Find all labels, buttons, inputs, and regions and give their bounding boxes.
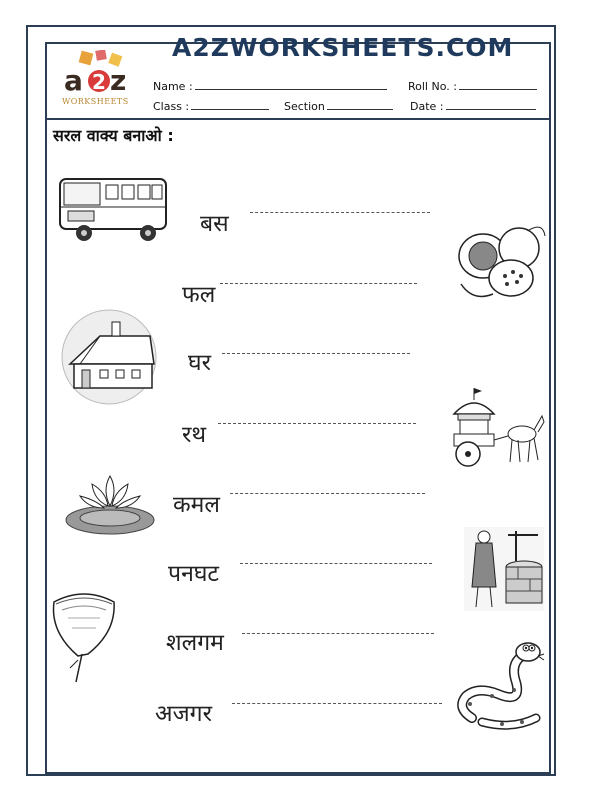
answer-line-6[interactable] bbox=[240, 563, 432, 564]
date-label: Date : bbox=[410, 100, 444, 113]
svg-text:2: 2 bbox=[92, 70, 106, 94]
word-2: फल bbox=[182, 282, 216, 308]
date-input-line[interactable] bbox=[446, 99, 536, 110]
answer-line-3[interactable] bbox=[222, 353, 410, 354]
name-field bbox=[153, 79, 387, 93]
svg-text:a: a bbox=[64, 64, 83, 97]
house-picture bbox=[60, 308, 158, 406]
answer-line-8[interactable] bbox=[232, 703, 442, 704]
roll-input-line[interactable] bbox=[459, 79, 537, 90]
roll-label: Roll No. : bbox=[408, 80, 457, 93]
snake-picture bbox=[452, 638, 546, 730]
name-input-line[interactable] bbox=[195, 79, 387, 90]
answer-line-2[interactable] bbox=[220, 283, 417, 284]
answer-line-7[interactable] bbox=[242, 633, 434, 634]
word-3: घर bbox=[188, 350, 211, 376]
date-field bbox=[410, 99, 536, 113]
word-4: रथ bbox=[182, 422, 207, 448]
word-5: कमल bbox=[173, 492, 221, 518]
class-input-line[interactable] bbox=[191, 99, 269, 110]
well-woman-picture bbox=[464, 527, 544, 611]
class-field bbox=[153, 99, 269, 113]
bus-picture bbox=[56, 173, 170, 243]
svg-text:z: z bbox=[110, 64, 127, 97]
lotus-picture bbox=[62, 466, 160, 540]
chariot-picture bbox=[446, 386, 546, 472]
word-7: शलगम bbox=[166, 630, 224, 656]
fruits-picture bbox=[453, 222, 549, 304]
site-title: A2ZWORKSHEETS.COM bbox=[172, 33, 514, 62]
svg-text:WORKSHEETS: WORKSHEETS bbox=[62, 97, 129, 106]
answer-line-4[interactable] bbox=[218, 423, 416, 424]
section-input-line[interactable] bbox=[327, 99, 393, 110]
section-label: Section bbox=[284, 100, 325, 113]
a2z-logo bbox=[58, 50, 140, 110]
section-field bbox=[284, 99, 393, 113]
word-6: पनघट bbox=[168, 561, 220, 587]
name-label: Name : bbox=[153, 80, 193, 93]
answer-line-5[interactable] bbox=[230, 493, 425, 494]
header-divider bbox=[45, 118, 551, 120]
roll-field bbox=[408, 79, 537, 93]
class-label: Class : bbox=[153, 100, 190, 113]
turnip-picture bbox=[48, 588, 120, 684]
word-1: बस bbox=[200, 211, 229, 237]
instruction-text: सरल वाक्य बनाओ : bbox=[53, 126, 174, 145]
answer-line-1[interactable] bbox=[250, 212, 430, 213]
word-8: अजगर bbox=[155, 701, 212, 727]
